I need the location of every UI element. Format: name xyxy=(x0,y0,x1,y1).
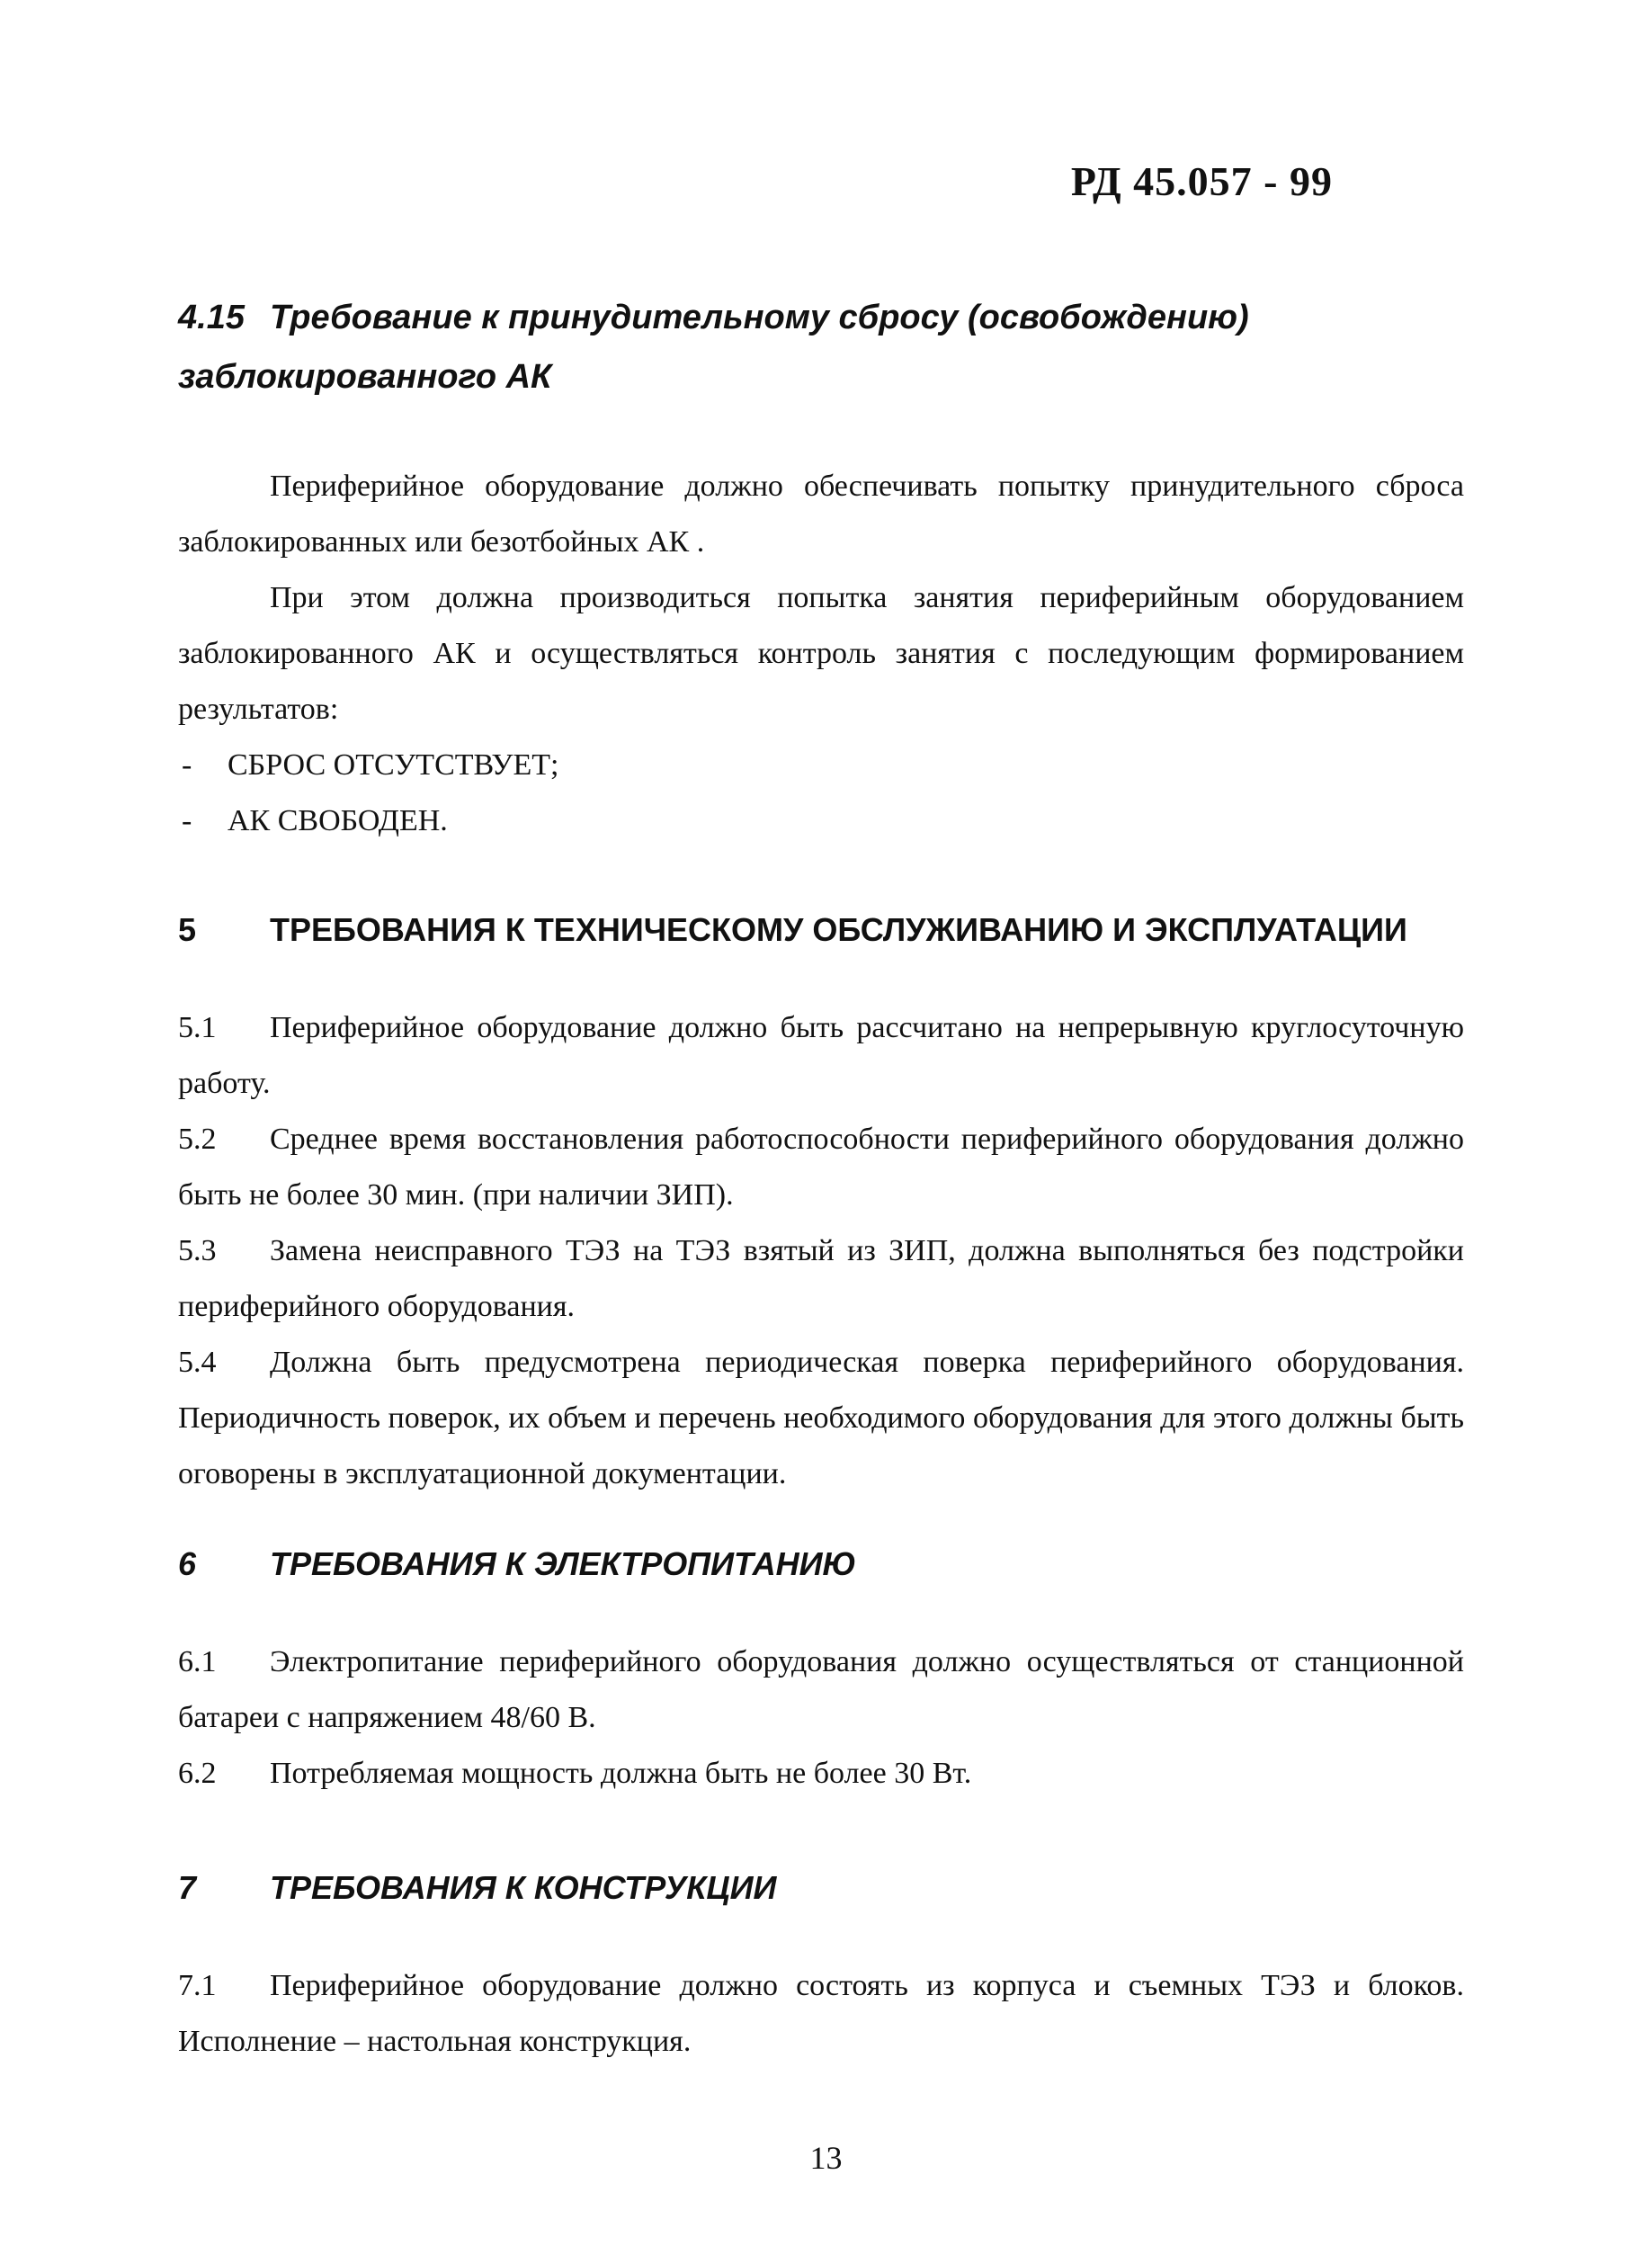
bullet-dash: - xyxy=(182,748,192,782)
item-number: 5.4 xyxy=(178,1346,217,1379)
section-number: 6 xyxy=(178,1545,197,1582)
item-number: 5.2 xyxy=(178,1123,217,1156)
section-number: 5 xyxy=(178,911,197,948)
section-title: ТРЕБОВАНИЯ К ЭЛЕКТРОПИТАНИЮ xyxy=(270,1545,857,1582)
item-5-4 xyxy=(178,1335,1464,1502)
results-list xyxy=(178,738,1464,849)
list-item-text: АК СВОБОДЕН. xyxy=(228,804,448,837)
page-number: 13 xyxy=(809,2140,843,2176)
item-text: Периферийное оборудование должно состоять из корпуса и съемных ТЭЗ и блоков. Исполнение – настольная конструкция. xyxy=(178,1969,1464,2058)
section-title: ТРЕБОВАНИЯ К ТЕХНИЧЕСКОМУ ОБСЛУЖИВАНИЮ И ЭКСПЛУАТАЦИИ xyxy=(270,911,1407,948)
item-6-1 xyxy=(178,1634,1464,1746)
item-number: 7.1 xyxy=(178,1969,217,2002)
subsection-title-line1: Требование к принудительному сбросу (освобождению) xyxy=(270,299,1249,336)
section-number: 7 xyxy=(178,1869,197,1906)
paragraph-forced-reset: Периферийное оборудование должно обеспечивать попытку принудительного сброса заблокированных или безотбойных АК . xyxy=(178,470,1464,559)
item-text: Потребляемая мощность должна быть не более 30 Вт. xyxy=(270,1757,972,1790)
item-text: Периферийное оборудование должно быть рассчитано на непрерывную круглосуточную работу. xyxy=(178,1011,1464,1100)
item-text: Среднее время восстановления работоспособности периферийного оборудования должно быть не более 30 мин. (при наличии ЗИП). xyxy=(178,1123,1464,1212)
list-item-text: СБРОС ОТСУТСТВУЕТ; xyxy=(228,748,559,782)
item-number: 6.1 xyxy=(178,1645,217,1678)
document-code: РД 45.057 - 99 xyxy=(1070,158,1333,204)
list-item xyxy=(178,738,1464,793)
item-number: 5.3 xyxy=(178,1234,217,1267)
subsection-number: 4.15 xyxy=(178,299,245,336)
item-5-2 xyxy=(178,1112,1464,1223)
item-text: Электропитание периферийного оборудования должно осуществляться от станционной батареи с напряжением 48/60 В. xyxy=(178,1645,1464,1734)
subsection-4-15-title xyxy=(178,288,1464,407)
paragraph-occupation-control: При этом должна производиться попытка занятия периферийным оборудованием заблокированного АК и осуществляться контроль занятия с последующим формированием результатов: xyxy=(178,581,1464,726)
subsection-title-line2: заблокированного АК xyxy=(178,358,552,396)
section-title: ТРЕБОВАНИЯ К КОНСТРУКЦИИ xyxy=(270,1869,777,1906)
list-item xyxy=(178,793,1464,849)
item-text: Замена неисправного ТЭЗ на ТЭЗ взятый из ЗИП, должна выполняться без подстройки периферийного оборудования. xyxy=(178,1234,1464,1323)
item-5-3 xyxy=(178,1223,1464,1335)
item-text: Должна быть предусмотрена периодическая поверка периферийного оборудования. Периодичность поверок, их объем и перечень необходимого оборудования для этого должны быть оговорены в эксплуатационной документации. xyxy=(178,1346,1464,1490)
item-6-2 xyxy=(178,1746,1464,1802)
item-number: 6.2 xyxy=(178,1757,217,1790)
item-7-1 xyxy=(178,1958,1464,2070)
item-number: 5.1 xyxy=(178,1011,217,1044)
section-6-heading xyxy=(178,1545,1464,1583)
section-7-heading xyxy=(178,1869,1464,1907)
section-5-heading xyxy=(178,911,1464,949)
bullet-dash: - xyxy=(182,804,192,837)
item-5-1 xyxy=(178,1000,1464,1112)
